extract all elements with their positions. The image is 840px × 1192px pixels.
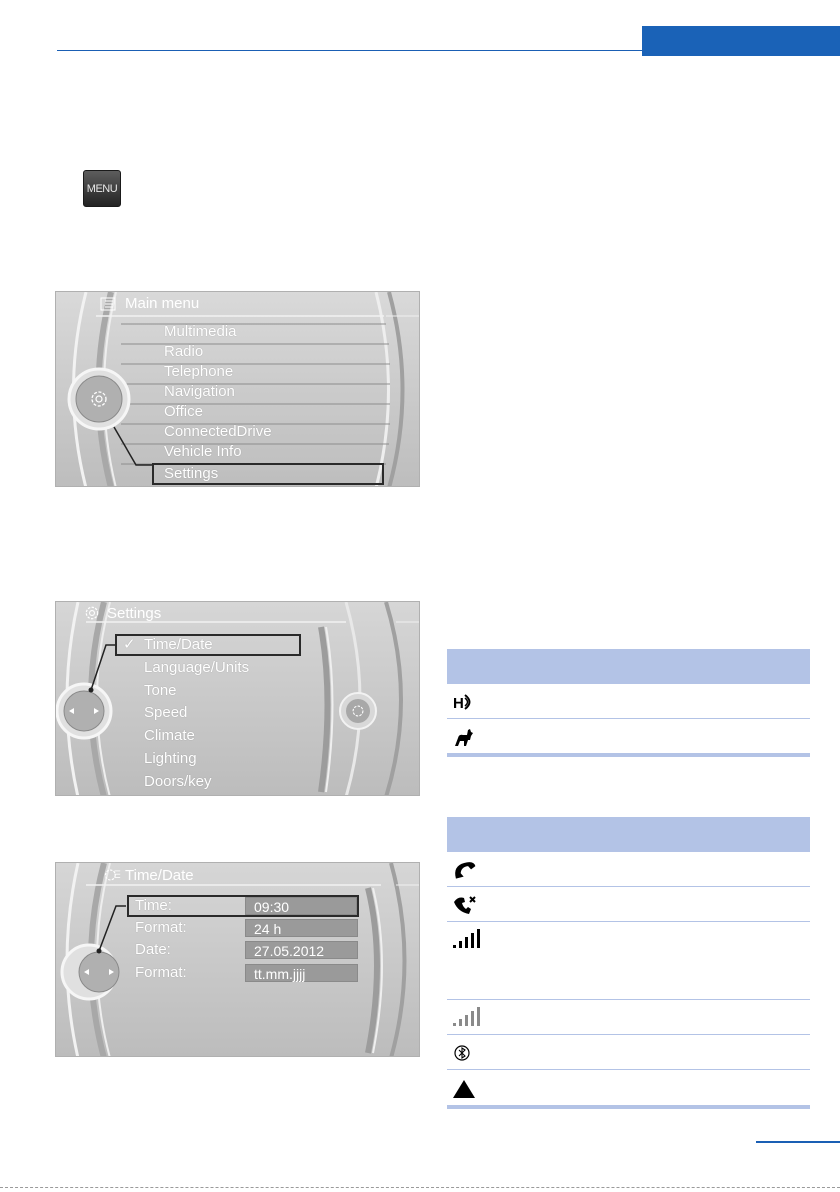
table-2-footer: [447, 1105, 810, 1109]
main-menu-list-icon: [100, 296, 116, 312]
menu-item-settings[interactable]: Settings: [164, 465, 219, 482]
settings-item-tone[interactable]: Tone: [144, 682, 177, 699]
table-row: [447, 1035, 810, 1070]
main-menu-title: Main menu: [125, 295, 200, 312]
settings-item-climate[interactable]: Climate: [144, 727, 195, 744]
menu-item-vehicle-info[interactable]: Vehicle Info: [164, 443, 242, 460]
menu-item-office[interactable]: Office: [164, 403, 203, 420]
checkmark-icon: ✓: [123, 636, 136, 653]
settings-item-lighting[interactable]: Lighting: [144, 750, 197, 767]
warning-triangle-icon: [452, 1078, 476, 1100]
bluetooth-icon: [452, 1043, 472, 1063]
table-1-footer: [447, 753, 810, 757]
time-value[interactable]: 09:30: [245, 897, 357, 915]
phone-call-icon: [452, 860, 478, 880]
signal-weak-icon: [452, 1006, 480, 1028]
headlight-icon: [452, 692, 476, 712]
footer-rule: [756, 1141, 840, 1143]
time-format-label: Format:: [135, 919, 187, 936]
time-date-title: Time/Date: [125, 867, 194, 884]
settings-item-language-units[interactable]: Language/Units: [144, 659, 250, 676]
gear-icon: [83, 604, 101, 622]
table-row: [447, 1000, 810, 1035]
settings-title: Settings: [107, 605, 162, 622]
signal-strength-icon: [452, 928, 480, 950]
menu-button-icon: MENU: [83, 170, 121, 207]
table-row: [447, 1070, 810, 1105]
table-row: [447, 719, 810, 753]
main-menu-screen: [55, 291, 420, 487]
time-label: Time:: [135, 897, 172, 914]
time-date-screen: [55, 862, 420, 1057]
settings-item-doors-key[interactable]: Doors/key: [144, 773, 212, 790]
page-edge-dashed-line: [0, 1187, 840, 1188]
animal-icon: [452, 726, 476, 748]
table-row: [447, 922, 810, 1000]
table-row: [447, 852, 810, 887]
gear-icon: [88, 388, 110, 410]
date-format-value[interactable]: tt.mm.jjjj: [245, 964, 358, 982]
menu-item-navigation[interactable]: Navigation: [164, 383, 235, 400]
time-format-value[interactable]: 24 h: [245, 919, 358, 937]
settings-list-icon: [349, 702, 367, 720]
date-label: Date:: [135, 941, 171, 958]
table-row: [447, 684, 810, 719]
missed-call-icon: [452, 894, 478, 916]
menu-item-multimedia[interactable]: Multimedia: [164, 323, 237, 340]
settings-item-time-date[interactable]: Time/Date: [144, 636, 213, 653]
table-1-header: [447, 649, 810, 684]
date-value[interactable]: 27.05.2012: [245, 941, 358, 959]
screen-background: [56, 863, 420, 1057]
settings-gear-list-icon: [103, 866, 121, 884]
settings-screen: [55, 601, 420, 796]
menu-item-connecteddrive[interactable]: ConnectedDrive: [164, 423, 272, 440]
settings-item-speed[interactable]: Speed: [144, 704, 188, 721]
table-row: [447, 887, 810, 922]
date-format-label: Format:: [135, 964, 187, 981]
screen-background: [56, 602, 420, 796]
menu-item-radio[interactable]: Radio: [164, 343, 204, 360]
menu-item-telephone[interactable]: Telephone: [164, 363, 234, 380]
svg-text:H: H: [453, 695, 464, 712]
section-tab: [642, 26, 840, 56]
table-2-header: [447, 817, 810, 852]
